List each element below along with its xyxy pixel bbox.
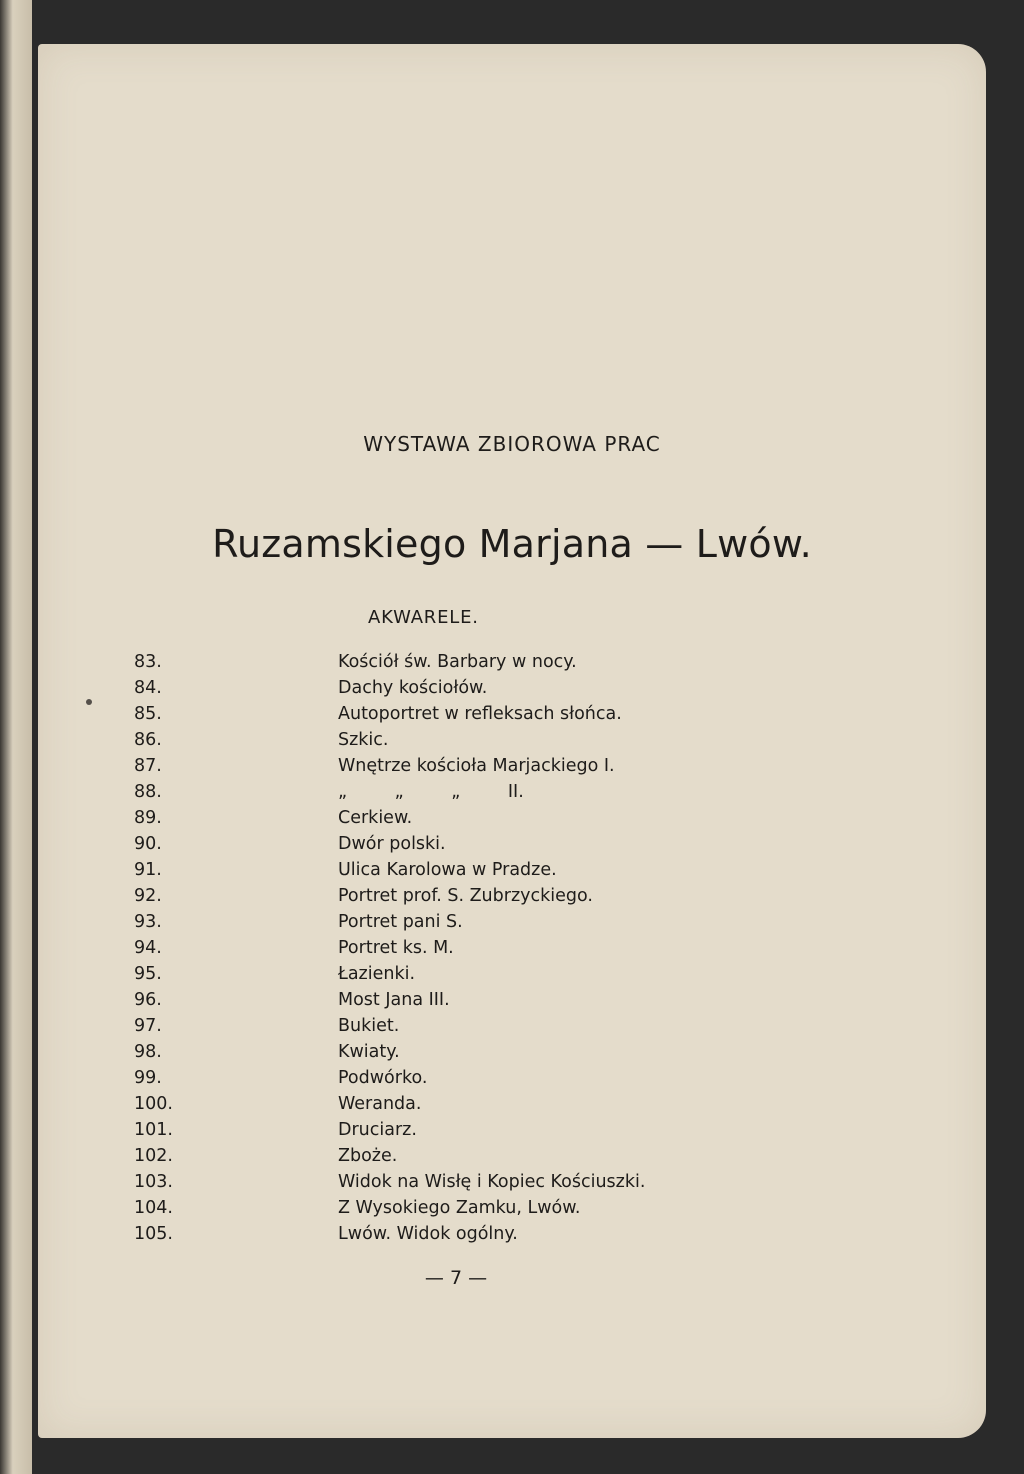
item-number: 87. bbox=[134, 756, 162, 776]
list-item bbox=[38, 779, 986, 805]
item-title: Podwórko. bbox=[338, 1068, 428, 1088]
item-number: 94. bbox=[134, 938, 162, 958]
item-title: Cerkiew. bbox=[338, 808, 413, 828]
item-number: 104. bbox=[134, 1198, 173, 1218]
item-title: Portret ks. M. bbox=[338, 938, 454, 958]
item-title: Portret prof. S. Zubrzyckiego. bbox=[338, 886, 593, 906]
page-number: — 7 — bbox=[424, 1267, 488, 1289]
list-item bbox=[38, 805, 986, 831]
item-number: 101. bbox=[134, 1120, 173, 1140]
item-number: 86. bbox=[134, 730, 162, 750]
catalogue-list bbox=[38, 649, 986, 1247]
item-number: 95. bbox=[134, 964, 162, 984]
list-item bbox=[38, 831, 986, 857]
list-item bbox=[38, 857, 986, 883]
item-title: Dwór polski. bbox=[338, 834, 446, 854]
item-number: 83. bbox=[134, 652, 162, 672]
item-title: Widok na Wisłę i Kopiec Kościuszki. bbox=[338, 1172, 646, 1192]
exhibition-title: WYSTAWA ZBIOROWA PRAC bbox=[363, 432, 661, 456]
item-title: Bukiet. bbox=[338, 1016, 400, 1036]
item-title: Most Jana III. bbox=[338, 990, 450, 1010]
item-title: Wnętrze kościoła Marjackiego I. bbox=[338, 756, 615, 776]
document-page bbox=[38, 44, 986, 1438]
item-number: 85. bbox=[134, 704, 162, 724]
item-number: 97. bbox=[134, 1016, 162, 1036]
item-number: 100. bbox=[134, 1094, 173, 1114]
item-number: 91. bbox=[134, 860, 162, 880]
list-item bbox=[38, 1221, 986, 1247]
item-title: Szkic. bbox=[338, 730, 389, 750]
item-number: 93. bbox=[134, 912, 162, 932]
list-item bbox=[38, 961, 986, 987]
item-number: 89. bbox=[134, 808, 162, 828]
item-title: Kościół św. Barbary w nocy. bbox=[338, 652, 577, 672]
list-item bbox=[38, 1091, 986, 1117]
item-title: Autoportret w refleksach słońca. bbox=[338, 704, 622, 724]
list-item bbox=[38, 1065, 986, 1091]
item-title: Ulica Karolowa w Pradze. bbox=[338, 860, 557, 880]
list-item bbox=[38, 649, 986, 675]
item-title: Dachy kościołów. bbox=[338, 678, 488, 698]
list-item bbox=[38, 1143, 986, 1169]
item-title: Portret pani S. bbox=[338, 912, 463, 932]
list-item bbox=[38, 753, 986, 779]
section-title: AKWARELE. bbox=[368, 607, 479, 628]
item-title: Zboże. bbox=[338, 1146, 398, 1166]
facing-page-edge bbox=[0, 0, 32, 1474]
list-item bbox=[38, 1013, 986, 1039]
list-item bbox=[38, 701, 986, 727]
item-number: 84. bbox=[134, 678, 162, 698]
list-item bbox=[38, 1039, 986, 1065]
list-item bbox=[38, 727, 986, 753]
item-number: 98. bbox=[134, 1042, 162, 1062]
item-number: 92. bbox=[134, 886, 162, 906]
item-number: 90. bbox=[134, 834, 162, 854]
list-item bbox=[38, 909, 986, 935]
list-item bbox=[38, 1169, 986, 1195]
list-item bbox=[38, 935, 986, 961]
list-item bbox=[38, 1117, 986, 1143]
list-item bbox=[38, 1195, 986, 1221]
item-title: „ „ „ II. bbox=[338, 782, 524, 802]
item-title: Druciarz. bbox=[338, 1120, 417, 1140]
list-item bbox=[38, 883, 986, 909]
item-title: Z Wysokiego Zamku, Lwów. bbox=[338, 1198, 581, 1218]
list-item bbox=[38, 987, 986, 1013]
item-number: 105. bbox=[134, 1224, 173, 1244]
item-number: 96. bbox=[134, 990, 162, 1010]
item-number: 103. bbox=[134, 1172, 173, 1192]
item-title: Kwiaty. bbox=[338, 1042, 400, 1062]
list-item bbox=[38, 675, 986, 701]
item-number: 102. bbox=[134, 1146, 173, 1166]
author-title: Ruzamskiego Marjana — Lwów. bbox=[212, 522, 812, 566]
item-title: Łazienki. bbox=[338, 964, 416, 984]
item-title: Lwów. Widok ogólny. bbox=[338, 1224, 518, 1244]
item-number: 88. bbox=[134, 782, 162, 802]
item-number: 99. bbox=[134, 1068, 162, 1088]
item-title: Weranda. bbox=[338, 1094, 422, 1114]
